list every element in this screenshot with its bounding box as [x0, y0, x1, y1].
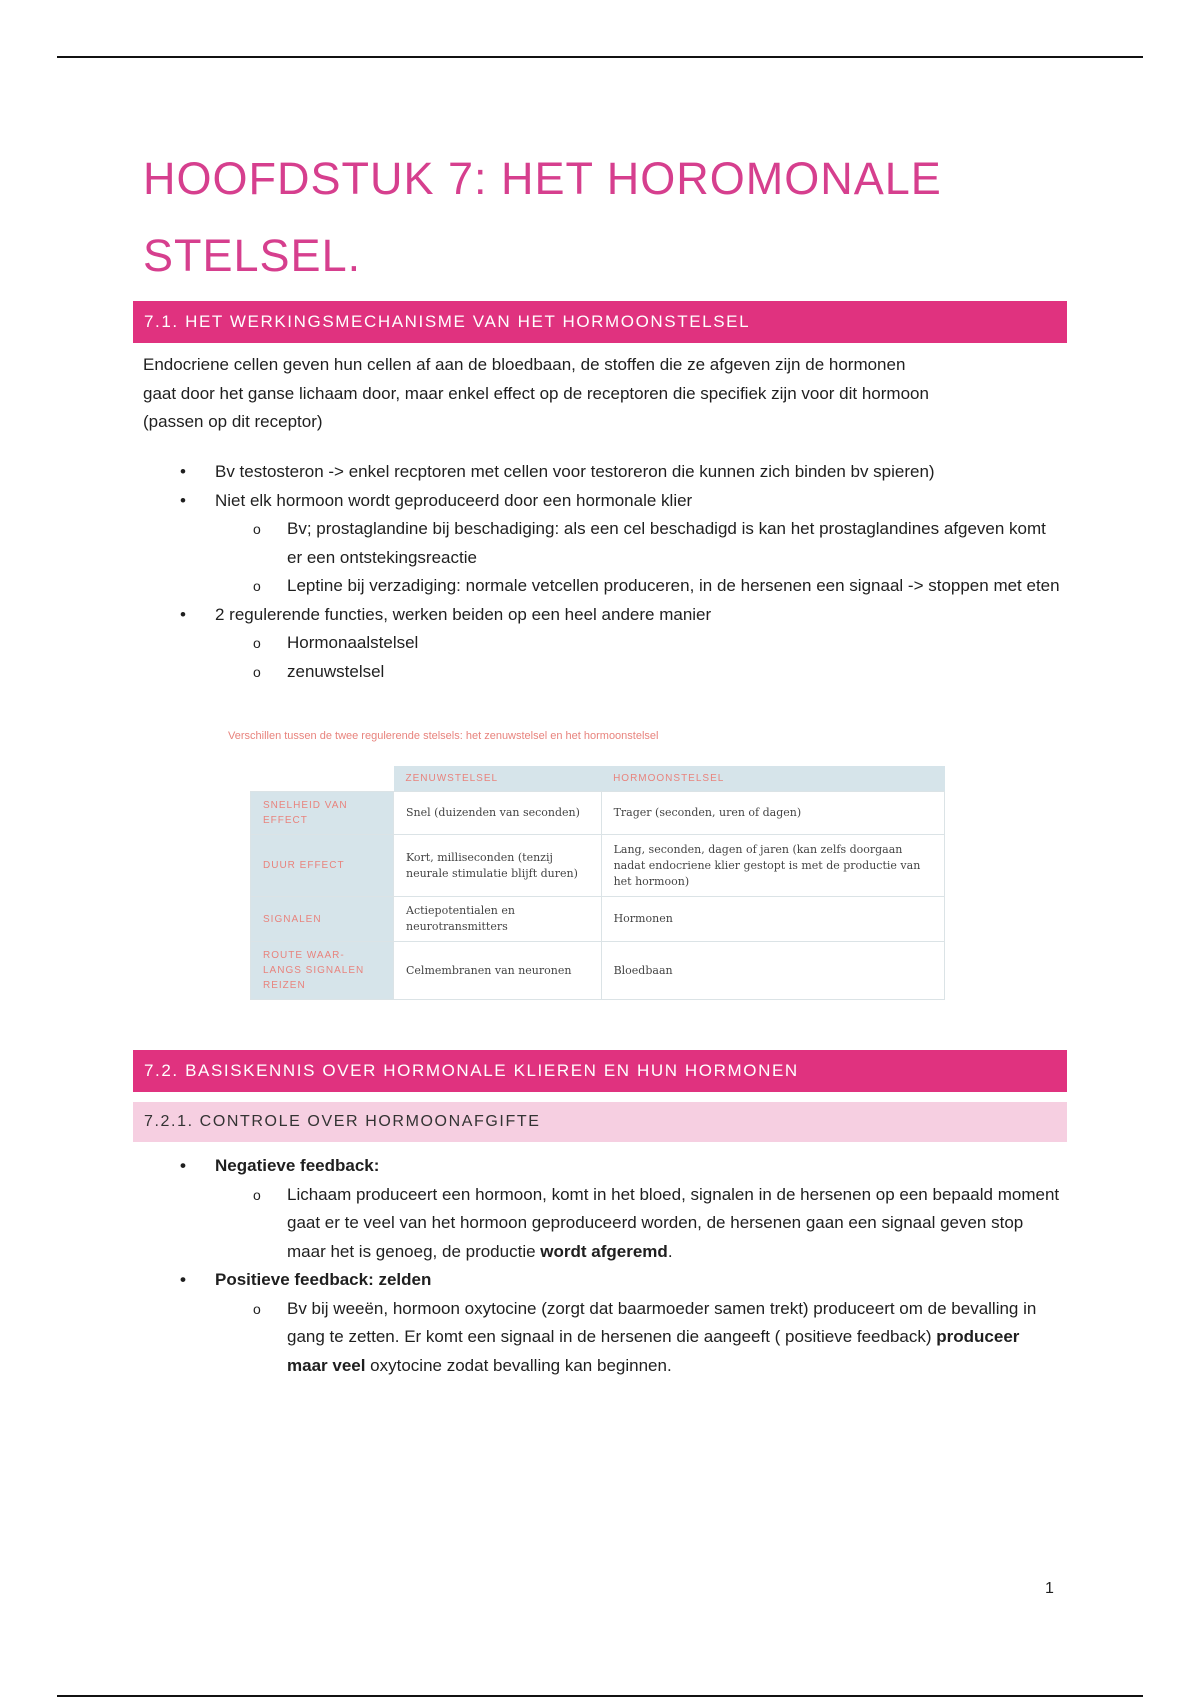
cell-nerve: Actiepotentialen en neurotransmitters	[394, 897, 602, 942]
sub-bullet-leptine: o Leptine bij verzadiging: normale vetcellen produceren, in de hersenen een signaal -> stoppen met eten	[143, 572, 1063, 601]
cell-nerve: Kort, milliseconden (tenzij neurale stimulatie blijft duren)	[394, 835, 602, 897]
cell-hormone: Bloedbaan	[601, 942, 944, 1000]
positive-feedback-text: Bv bij weeën, hormoon oxytocine (zorgt dat baarmoeder samen trekt) produceert om de bevalling in gang te zetten. Er komt een signaal in de hersenen die aangeeft ( positieve feedback)	[287, 1298, 1037, 1346]
sub-bullet-prostaglandine: o Bv; prostaglandine bij beschadiging: als een cel beschadigd is kan het prostaglandines afgeven komt er een ontstekingsreactie	[143, 515, 1063, 572]
mechanism-bullet-list	[143, 458, 1063, 686]
page-number: 1	[1045, 1580, 1054, 1597]
subsection-heading-7-2-1: 7.2.1. CONTROLE OVER HORMOONAFGIFTE	[133, 1102, 1067, 1142]
bottom-rule	[57, 1695, 1143, 1697]
bullet-regulating-functions: • 2 regulerende functies, werken beiden op een heel andere manier	[143, 601, 1063, 630]
figure-caption: Verschillen tussen de twee regulerende stelsels: het zenuwstelsel en het hormoonstelsel	[228, 730, 659, 742]
row-label: DUUR EFFECT	[251, 835, 394, 897]
sub-bullet-negative-feedback	[143, 1181, 1063, 1267]
section-heading-7-2: 7.2. BASISKENNIS OVER HORMONALE KLIEREN EN HUN HORMONEN	[133, 1050, 1067, 1092]
cell-nerve: Celmembranen van neuronen	[394, 942, 602, 1000]
sub-bullet-hormonaalstelsel: o Hormonaalstelsel	[143, 629, 1063, 658]
table-row	[251, 835, 945, 897]
intro-line-2: gaat door het ganse lichaam door, maar enkel effect op de receptoren die specifiek zijn voor dit hormoon	[143, 383, 929, 403]
positive-feedback-emphasis: produceer maar veel	[287, 1327, 1020, 1375]
cell-hormone: Trager (seconden, uren of dagen)	[601, 792, 944, 835]
table-header-row	[251, 766, 945, 792]
comparison-figure	[220, 730, 970, 1000]
row-label: SIGNALEN	[251, 897, 394, 942]
cell-hormone: Hormonen	[601, 897, 944, 942]
sub-bullet-positive-feedback	[143, 1295, 1063, 1381]
table-row	[251, 792, 945, 835]
feedback-bullet-list	[143, 1152, 1063, 1380]
row-label: ROUTE WAAR-LANGS SIGNALEN REIZEN	[251, 942, 394, 1000]
intro-paragraph	[143, 351, 1043, 437]
table-row	[251, 897, 945, 942]
cell-hormone: Lang, seconden, dagen of jaren (kan zelfs doorgaan nadat endocriene klier gestopt is met de productie van het hormoon)	[601, 835, 944, 897]
negative-feedback-end: .	[667, 1241, 673, 1261]
bullet-positive-feedback: • Positieve feedback: zelden	[143, 1266, 1063, 1295]
sub-bullet-zenuwstelsel: o zenuwstelsel	[143, 658, 1063, 687]
bullet-testosteron: • Bv testosteron -> enkel recptoren met cellen voor testoreron die kunnen zich binden bv spieren)	[143, 458, 1063, 487]
section-heading-7-1: 7.1. HET WERKINGSMECHANISME VAN HET HORMOONSTELSEL	[133, 301, 1067, 343]
table-row	[251, 942, 945, 1000]
cell-nerve: Snel (duizenden van seconden)	[394, 792, 602, 835]
negative-feedback-text: Lichaam produceert een hormoon, komt in het bloed, signalen in de hersenen op een bepaald moment gaat er te veel van het hormoon geproduceerd worden, de hersenen gaan een signaal geven stop maar het is genoeg, de productie	[287, 1184, 1060, 1261]
comparison-table	[250, 766, 945, 1000]
row-label: SNELHEID VAN EFFECT	[251, 792, 394, 835]
column-header-hormoonstelsel: HORMOONSTELSEL	[601, 766, 944, 792]
bullet-not-every-hormone: • Niet elk hormoon wordt geproduceerd door een hormonale klier	[143, 487, 1063, 516]
bullet-negative-feedback: • Negatieve feedback:	[143, 1152, 1063, 1181]
page-title: HOOFDSTUK 7: HET HOROMONALE STELSEL.	[143, 153, 942, 281]
column-header-zenuwstelsel: ZENUWSTELSEL	[394, 766, 602, 792]
table-corner	[251, 766, 394, 792]
intro-line-3: (passen op dit receptor)	[143, 412, 323, 431]
negative-feedback-emphasis: wordt afgeremd	[540, 1241, 668, 1261]
intro-line-1: Endocriene cellen geven hun cellen af aan de bloedbaan, de stoffen die ze afgeven zijn de hormonen	[143, 355, 906, 374]
top-rule	[57, 56, 1143, 58]
positive-feedback-end: oxytocine zodat bevalling kan beginnen.	[365, 1355, 672, 1375]
